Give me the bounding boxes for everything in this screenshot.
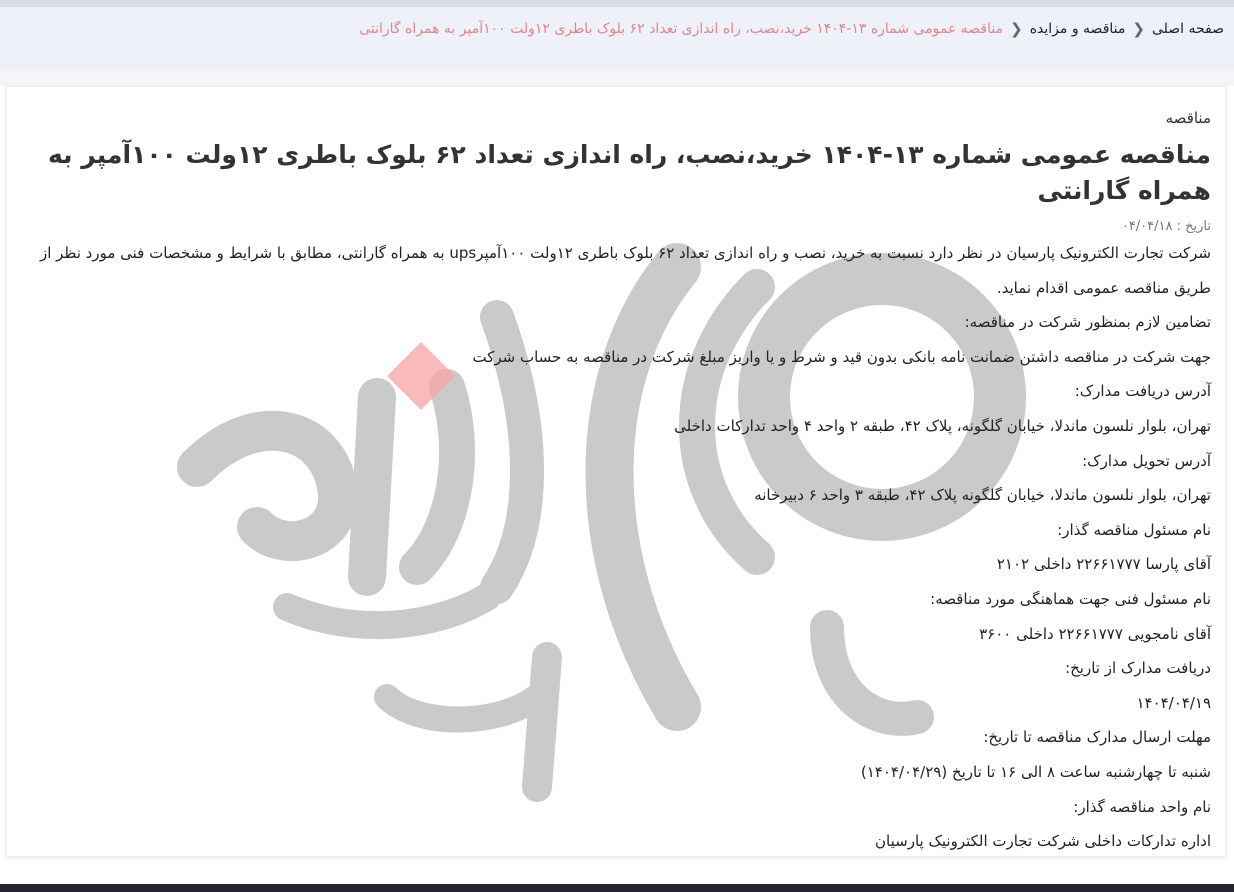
paragraph-unit: اداره تدارکات داخلی شرکت تجارت الکترونیک پارسیان [875, 832, 1211, 851]
paragraph-guarantee-heading: تضامین لازم بمنظور شرکت در مناقصه: [964, 313, 1211, 332]
article-card [6, 86, 1226, 857]
paragraph-unit-heading: نام واحد مناقصه گذار: [1073, 797, 1211, 816]
article-date [15, 219, 1211, 234]
paragraph-deadline: شنبه تا چهارشنبه ساعت ۸ الی ۱۶ تا تاریخ (۱۴۰۴/۰۴/۲۹) [860, 762, 1211, 781]
paragraph-guarantee-text: جهت شرکت در مناقصه داشتن ضمانت نامه بانکی بدون قید و شرط و یا واریز مبلغ شرکت در مناقصه به حساب شرکت [472, 347, 1211, 366]
paragraph-responsible-contact: آقای پارسا ۲۲۶۶۱۷۷۷ داخلی ۲۱۰۲ [996, 555, 1211, 574]
date-label: تاریخ : [1176, 219, 1211, 234]
paragraph-deliver-address-heading: آدرس تحویل مدارک: [1082, 451, 1211, 470]
article-category: مناقصه [1165, 109, 1211, 127]
paragraph-responsible-heading: نام مسئول مناقصه گذار: [1057, 520, 1211, 539]
paragraph-receive-address: تهران، بلوار نلسون ماندلا، خیابان گلگونه، پلاک ۴۲، طبقه ۲ واحد ۴ واحد تدارکات داخلی [674, 416, 1211, 435]
breadcrumb-bar [0, 7, 1234, 70]
article-content [7, 87, 1225, 856]
top-border [0, 0, 1234, 7]
article-title: مناقصه عمومی شماره ۱۳-۱۴۰۴ خرید،نصب، راه اندازی تعداد ۶۲ بلوک باطری ۱۲ولت ۱۰۰آمپر به همراه گارانتی [48, 140, 1211, 205]
article-body [15, 236, 1211, 857]
chevron-left-icon: ❮ [1132, 20, 1145, 38]
paragraph-technical-contact: آقای نامجویی ۲۲۶۶۱۷۷۷ داخلی ۳۶۰۰ [979, 624, 1211, 643]
paragraph-start-date-heading: دریافت مدارک از تاریخ: [1065, 659, 1211, 678]
breadcrumb-tenders-link[interactable]: مناقصه و مزایده [1029, 21, 1126, 37]
paragraph-technical-heading: نام مسئول فنی جهت هماهنگی مورد مناقصه: [930, 589, 1211, 608]
paragraph-deadline-heading: مهلت ارسال مدارک مناقصه تا تاریخ: [983, 728, 1211, 747]
paragraph-deliver-address: تهران، بلوار نلسون ماندلا، خیابان گلگونه پلاک ۴۲، طبقه ۳ واحد ۶ دبیرخانه [754, 486, 1211, 505]
paragraph-intro: شرکت تجارت الکترونیک پارسیان در نظر دارد نسبت به خرید، نصب و راه اندازی تعداد ۶۲ بلوک باطری ۱۲ولت ۱۰۰آمپرups به همراه گارانتی، مطابق با شرایط و مشخصات فنی مورد نظر از طریق مناقصه عمومی اقدام نماید. [39, 244, 1211, 297]
date-value: ۰۴/۰۴/۱۸ [1121, 219, 1173, 234]
page-background [0, 70, 1234, 86]
chevron-left-icon: ❮ [1010, 20, 1023, 38]
footer-bar [0, 884, 1234, 892]
paragraph-receive-address-heading: آدرس دریافت مدارک: [1074, 382, 1211, 401]
paragraph-start-date: ۱۴۰۴/۰۴/۱۹ [1136, 693, 1211, 712]
breadcrumb-home-link[interactable]: صفحه اصلی [1151, 21, 1224, 37]
breadcrumb-current: مناقصه عمومی شماره ۱۳-۱۴۰۴ خرید،نصب، راه اندازی تعداد ۶۲ بلوک باطری ۱۲ولت ۱۰۰آمپر به همراه گارانتی [359, 21, 1004, 37]
breadcrumb [359, 20, 1224, 38]
